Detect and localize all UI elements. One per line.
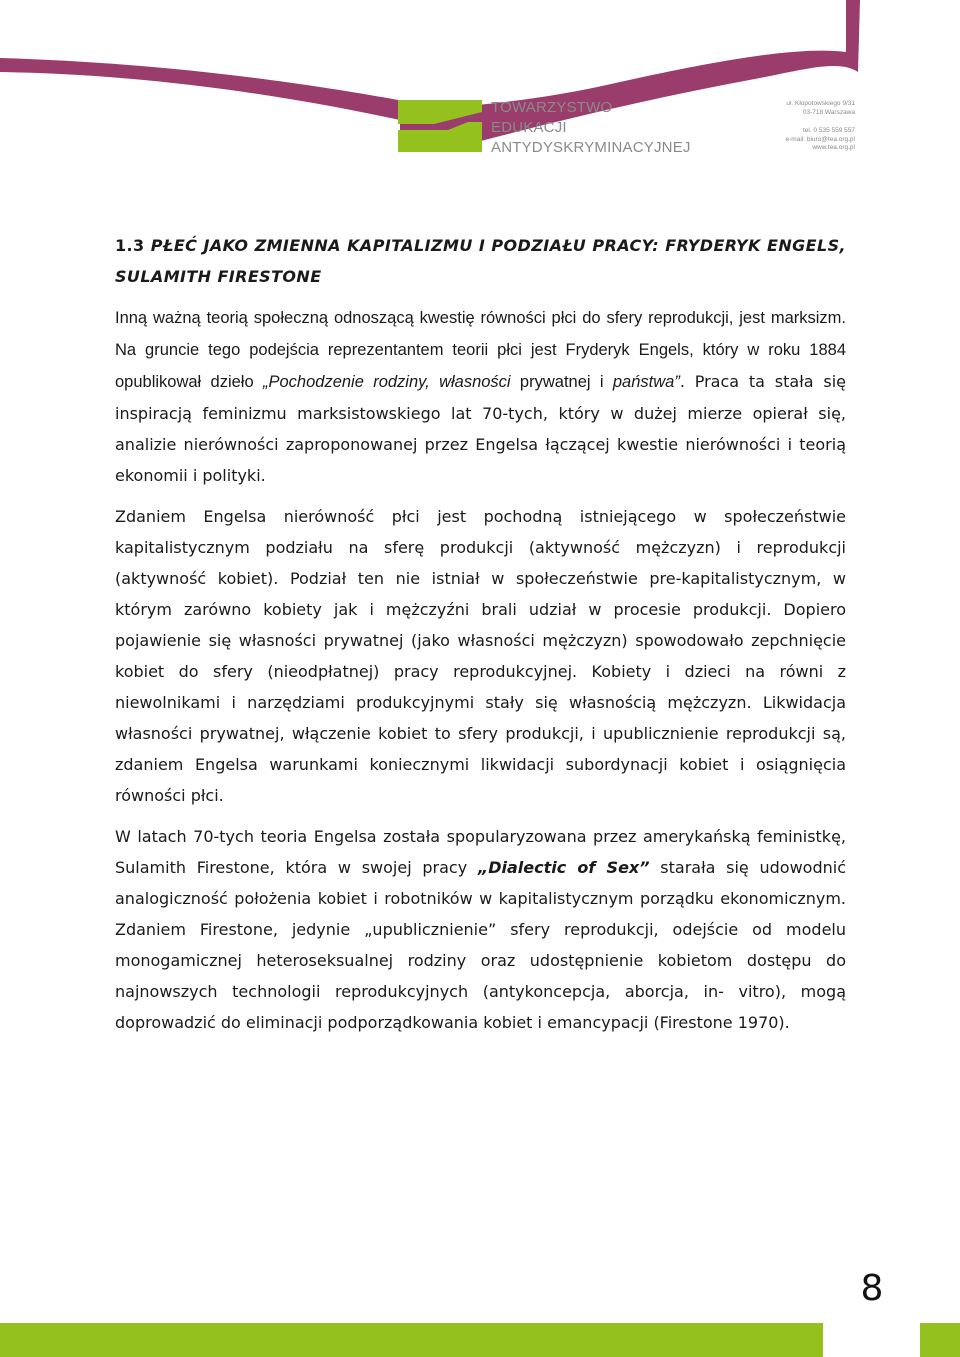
org-name-line: ANTYDYSKRYMINACYJNEJ [491, 139, 691, 156]
section-title: PŁEĆ JAKO ZMIENNA KAPITALIZMU I PODZIAŁU PRACY: FRYDERYK ENGELS, SULAMITH FIRESTONE [115, 236, 846, 286]
section-number: 1.3 [115, 236, 145, 255]
page-number: 8 [860, 1268, 884, 1309]
footer-bar-right [920, 1323, 960, 1357]
address-line: ul. Kłopotowskiego 9/31 [786, 100, 855, 107]
p1-italic-title: „Pochodzenie rodziny, własności [262, 373, 511, 391]
p3-text-a: W latach 70-tych teoria Engelsa została spopularyzowana przez amerykańską feministkę, Sulamith Firestone, która w swojej pracy [115, 827, 846, 877]
p1-text-b: prywatnej i [510, 373, 613, 391]
footer-bar-left [0, 1323, 823, 1357]
p3-italic-title: „Dialectic of Sex” [477, 858, 650, 877]
org-name-line: TOWARZYSTWO [491, 99, 613, 116]
p1-italic-title-end: państwa” [612, 373, 680, 391]
org-name-line: EDUKACJI [491, 119, 567, 136]
p1-text-d: Praca ta stała się inspiracją feminizmu marksistowskiego lat 70-tych, który w dużej mierze opierał się, analizie nierówności zaproponowanej przez Engelsa łączącej kwestie nierówności i teorią ekonomii i polityki. [115, 372, 846, 485]
section-heading [115, 230, 846, 292]
paragraph-2: Zdaniem Engelsa nierówność płci jest pochodną istniejącego w społeczeństwie kapitalistycznym podziału na sferę produkcji (aktywność mężczyzn) i reprodukcji (aktywność kobiet). Podział ten nie istniał w społeczeństwie pre-kapitalistycznym, w którym zarówno kobiety jak i mężczyźni brali udział w procesie produkcji. Dopiero pojawienie się własności prywatnej (jako własności mężczyzn) spowodowało zepchnięcie kobiet do sfery (nieodpłatnej) pracy reprodukcyjnej. Kobiety i dzieci na równi z niewolnikami i narzędziami produkcyjnymi stały się własnością mężczyzn. Likwidacja własności prywatnej, włączenie kobiet to sfery produkcji, i upublicznienie reprodukcji są, zdaniem Engelsa warunkami koniecznymi likwidacji subordynacji kobiet i osiągnięcia równości płci. [115, 507, 846, 805]
paragraph-1 [115, 302, 846, 491]
document-body [115, 230, 846, 1048]
website-line[interactable]: www.tea.org.pl [812, 144, 855, 151]
address-line: 03-718 Warszawa [802, 108, 855, 116]
phone-line: tel. 0 535 559 557 [802, 127, 855, 134]
banner-swoosh [0, 0, 860, 152]
p1-text-c: . [679, 372, 695, 391]
organization-name [491, 98, 691, 158]
p3-text-b: starała się udowodnić analogiczność położenia kobiet i robotników w kapitalistycznym porządku ekonomicznym. Zdaniem Firestone, jedynie „upublicznienie” sfery reprodukcji, odejście od modelu monogamicznej heteroseksualnej rodziny oraz udostępnienie kobietom dostępu do najnowszych technologii reprodukcyjnych (antykoncepcja, aborcja, in- vitro), mogą doprowadzić do eliminacji podporządkowania kobiet i emancypacji (Firestone 1970). [115, 858, 846, 1032]
p1-text-a: Inną ważną teorią społeczną odnoszącą kwestię równości płci do sfery reprodukcji, jest marksizm. Na gruncie tego podejścia reprezentantem teorii płci jest Fryderyk Engels, który w roku 1884 opublikował dzieło [115, 309, 846, 391]
paragraph-3 [115, 821, 846, 1038]
contact-block [760, 100, 855, 153]
email-line[interactable]: e-mail: biuro@tea.org.pl [785, 135, 855, 143]
